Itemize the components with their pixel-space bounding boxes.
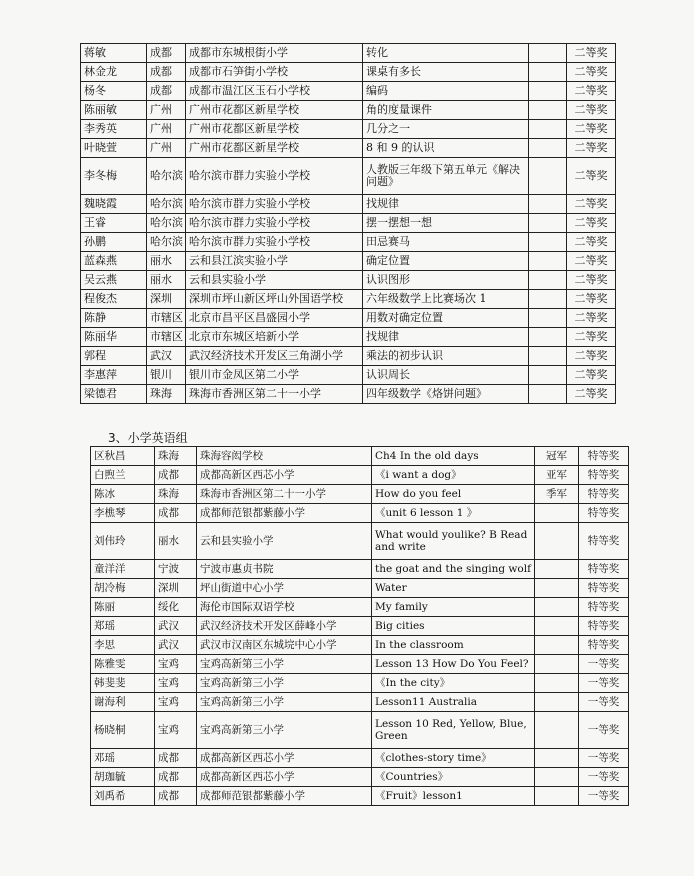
cell-city: 深圳 [147, 290, 186, 309]
cell-topic: 找规律 [363, 195, 529, 214]
cell-school: 珠海容闳学校 [197, 447, 372, 466]
cell-rank: 冠军 [535, 447, 579, 466]
cell-topic: Big cities [372, 617, 535, 636]
cell-rank [529, 63, 567, 82]
table-row [81, 271, 616, 290]
cell-name: 陈雅雯 [91, 655, 155, 674]
cell-rank [535, 712, 579, 749]
cell-name: 陈冰 [91, 485, 155, 504]
cell-award: 特等奖 [579, 447, 629, 466]
cell-rank [529, 347, 567, 366]
cell-school: 珠海市香洲区第二十一小学 [197, 485, 372, 504]
cell-city: 市辖区 [147, 328, 186, 347]
cell-topic: 六年级数学上比赛场次 1 [363, 290, 529, 309]
cell-name: 李冬梅 [81, 158, 147, 195]
cell-school: 成都市温江区玉石小学校 [186, 82, 363, 101]
cell-award: 一等奖 [579, 787, 629, 806]
cell-school: 坪山街道中心小学 [197, 579, 372, 598]
cell-name: 陈丽敏 [81, 101, 147, 120]
cell-school: 成都师范银都紫藤小学 [197, 787, 372, 806]
cell-name: 郭程 [81, 347, 147, 366]
cell-award: 一等奖 [579, 712, 629, 749]
cell-topic: What would youlike? B Read and write [372, 523, 535, 560]
cell-topic: 课桌有多长 [363, 63, 529, 82]
cell-school: 云和县实验小学 [186, 271, 363, 290]
table-row [81, 120, 616, 139]
cell-school: 哈尔滨市群力实验小学校 [186, 233, 363, 252]
cell-city: 成都 [155, 504, 197, 523]
table-row [81, 366, 616, 385]
cell-rank [535, 617, 579, 636]
cell-name: 韩斐斐 [91, 674, 155, 693]
cell-school: 成都市石笋街小学校 [186, 63, 363, 82]
cell-rank [535, 523, 579, 560]
cell-topic: 乘法的初步认识 [363, 347, 529, 366]
cell-rank: 亚军 [535, 466, 579, 485]
cell-city: 广州 [147, 101, 186, 120]
table-row [81, 139, 616, 158]
cell-city: 广州 [147, 139, 186, 158]
cell-name: 梁德君 [81, 385, 147, 404]
cell-city: 深圳 [155, 579, 197, 598]
table-row [81, 309, 616, 328]
cell-name: 刘禹希 [91, 787, 155, 806]
cell-school: 宝鸡高新第三小学 [197, 674, 372, 693]
cell-topic: 《i want a dog》 [372, 466, 535, 485]
cell-city: 武汉 [155, 617, 197, 636]
cell-school: 宝鸡高新第三小学 [197, 712, 372, 749]
cell-school: 云和县江滨实验小学 [186, 252, 363, 271]
cell-rank [535, 504, 579, 523]
cell-city: 成都 [147, 82, 186, 101]
cell-city: 丽水 [147, 271, 186, 290]
cell-award: 特等奖 [579, 504, 629, 523]
cell-city: 珠海 [147, 385, 186, 404]
table-row [91, 749, 629, 768]
table-row [91, 523, 629, 560]
cell-award: 二等奖 [567, 158, 616, 195]
cell-rank [529, 101, 567, 120]
cell-rank [529, 385, 567, 404]
table-row [81, 385, 616, 404]
cell-city: 武汉 [155, 636, 197, 655]
cell-school: 哈尔滨市群力实验小学校 [186, 195, 363, 214]
cell-rank: 季军 [535, 485, 579, 504]
cell-school: 珠海市香洲区第二十一小学 [186, 385, 363, 404]
cell-city: 宝鸡 [155, 674, 197, 693]
table-row [91, 504, 629, 523]
cell-rank [529, 290, 567, 309]
table-row [81, 44, 616, 63]
cell-award: 特等奖 [579, 636, 629, 655]
cell-topic: Ch4 In the old days [372, 447, 535, 466]
cell-school: 海伦市国际双语学校 [197, 598, 372, 617]
cell-school: 广州市花都区新星学校 [186, 120, 363, 139]
table-row [81, 347, 616, 366]
cell-city: 成都 [155, 787, 197, 806]
cell-city: 成都 [147, 63, 186, 82]
cell-topic: 几分之一 [363, 120, 529, 139]
cell-school: 武汉经济技术开发区三角湖小学 [186, 347, 363, 366]
cell-city: 哈尔滨 [147, 158, 186, 195]
cell-name: 区秋昌 [91, 447, 155, 466]
table-row [91, 693, 629, 712]
cell-rank [529, 44, 567, 63]
table-row [91, 466, 629, 485]
cell-topic: Lesson 10 Red, Yellow, Blue, Green [372, 712, 535, 749]
cell-award: 二等奖 [567, 82, 616, 101]
cell-topic: 《In the city》 [372, 674, 535, 693]
cell-award: 特等奖 [579, 579, 629, 598]
cell-award: 二等奖 [567, 290, 616, 309]
table-row [91, 712, 629, 749]
cell-school: 哈尔滨市群力实验小学校 [186, 214, 363, 233]
cell-award: 特等奖 [579, 617, 629, 636]
cell-name: 程俊杰 [81, 290, 147, 309]
cell-school: 广州市花都区新星学校 [186, 101, 363, 120]
cell-city: 成都 [147, 44, 186, 63]
cell-school: 宁波市惠贞书院 [197, 560, 372, 579]
cell-school: 成都高新区西芯小学 [197, 466, 372, 485]
cell-rank [535, 655, 579, 674]
cell-name: 郑瑶 [91, 617, 155, 636]
cell-topic: 《Countries》 [372, 768, 535, 787]
cell-rank [529, 158, 567, 195]
awards-table-english [90, 446, 629, 806]
cell-rank [535, 636, 579, 655]
table-row [91, 560, 629, 579]
cell-name: 蓝森燕 [81, 252, 147, 271]
cell-rank [535, 579, 579, 598]
cell-city: 珠海 [155, 485, 197, 504]
cell-topic: 四年级数学《烙饼问题》 [363, 385, 529, 404]
cell-name: 李惠萍 [81, 366, 147, 385]
cell-school: 哈尔滨市群力实验小学校 [186, 158, 363, 195]
cell-school: 云和县实验小学 [197, 523, 372, 560]
cell-rank [529, 271, 567, 290]
cell-school: 武汉经济技术开发区薛峰小学 [197, 617, 372, 636]
cell-school: 北京市东城区培新小学 [186, 328, 363, 347]
cell-name: 王睿 [81, 214, 147, 233]
cell-city: 市辖区 [147, 309, 186, 328]
cell-city: 成都 [155, 768, 197, 787]
table-row [81, 195, 616, 214]
table-row [81, 214, 616, 233]
cell-award: 二等奖 [567, 328, 616, 347]
cell-rank [529, 120, 567, 139]
cell-topic: Lesson11 Australia [372, 693, 535, 712]
table-row [91, 447, 629, 466]
cell-name: 白煦兰 [91, 466, 155, 485]
cell-topic: 角的度量课件 [363, 101, 529, 120]
cell-name: 杨晓桐 [91, 712, 155, 749]
cell-school: 北京市昌平区昌盛园小学 [186, 309, 363, 328]
cell-name: 孙鹏 [81, 233, 147, 252]
cell-award: 二等奖 [567, 120, 616, 139]
cell-school: 广州市花都区新星学校 [186, 139, 363, 158]
cell-name: 胡珈毓 [91, 768, 155, 787]
cell-topic: Water [372, 579, 535, 598]
cell-name: 吴云燕 [81, 271, 147, 290]
cell-city: 丽水 [147, 252, 186, 271]
table-row [91, 674, 629, 693]
cell-award: 一等奖 [579, 749, 629, 768]
cell-name: 陈静 [81, 309, 147, 328]
cell-name: 李樵琴 [91, 504, 155, 523]
cell-school: 武汉市汉南区东城垸中心小学 [197, 636, 372, 655]
cell-award: 一等奖 [579, 674, 629, 693]
cell-school: 宝鸡高新第三小学 [197, 655, 372, 674]
cell-award: 一等奖 [579, 693, 629, 712]
cell-city: 广州 [147, 120, 186, 139]
table-row [81, 290, 616, 309]
cell-city: 宝鸡 [155, 655, 197, 674]
cell-name: 陈丽华 [81, 328, 147, 347]
cell-name: 李思 [91, 636, 155, 655]
table-row [81, 101, 616, 120]
table-row [81, 63, 616, 82]
table-row [81, 158, 616, 195]
cell-city: 宝鸡 [155, 712, 197, 749]
cell-name: 谢海利 [91, 693, 155, 712]
cell-name: 胡冷梅 [91, 579, 155, 598]
cell-award: 二等奖 [567, 44, 616, 63]
table-row [91, 598, 629, 617]
cell-topic: 摆一摆想一想 [363, 214, 529, 233]
cell-school: 成都市东城根街小学 [186, 44, 363, 63]
cell-topic: the goat and the singing wolf [372, 560, 535, 579]
cell-rank [535, 787, 579, 806]
awards-table-math [80, 43, 616, 404]
cell-name: 魏晓霞 [81, 195, 147, 214]
cell-award: 特等奖 [579, 560, 629, 579]
cell-award: 二等奖 [567, 233, 616, 252]
cell-rank [535, 749, 579, 768]
cell-city: 银川 [147, 366, 186, 385]
table-row [91, 579, 629, 598]
cell-school: 成都高新区西芯小学 [197, 749, 372, 768]
cell-city: 宝鸡 [155, 693, 197, 712]
cell-city: 哈尔滨 [147, 195, 186, 214]
cell-city: 哈尔滨 [147, 214, 186, 233]
cell-name: 陈丽 [91, 598, 155, 617]
cell-name: 叶晓萱 [81, 139, 147, 158]
cell-topic: 转化 [363, 44, 529, 63]
cell-name: 蒋敏 [81, 44, 147, 63]
cell-award: 特等奖 [579, 466, 629, 485]
table-row [81, 82, 616, 101]
cell-topic: My family [372, 598, 535, 617]
cell-city: 绥化 [155, 598, 197, 617]
cell-name: 童洋洋 [91, 560, 155, 579]
cell-award: 一等奖 [579, 655, 629, 674]
cell-topic: 认识图形 [363, 271, 529, 290]
cell-award: 特等奖 [579, 523, 629, 560]
cell-rank [535, 560, 579, 579]
cell-rank [529, 214, 567, 233]
table-row [91, 636, 629, 655]
cell-rank [529, 195, 567, 214]
cell-topic: 人教版三年级下第五单元《解决问题》 [363, 158, 529, 195]
cell-city: 成都 [155, 749, 197, 768]
cell-award: 二等奖 [567, 366, 616, 385]
cell-topic: 找规律 [363, 328, 529, 347]
cell-school: 深圳市坪山新区坪山外国语学校 [186, 290, 363, 309]
cell-rank [529, 139, 567, 158]
cell-topic: How do you feel [372, 485, 535, 504]
cell-school: 银川市金凤区第二小学 [186, 366, 363, 385]
table-row [81, 252, 616, 271]
table-row [91, 617, 629, 636]
cell-award: 二等奖 [567, 252, 616, 271]
cell-rank [529, 366, 567, 385]
table-row [91, 787, 629, 806]
cell-award: 二等奖 [567, 101, 616, 120]
table-row [81, 328, 616, 347]
awards-table-english-body [91, 447, 629, 806]
cell-topic: 编码 [363, 82, 529, 101]
table-row [81, 233, 616, 252]
cell-award: 二等奖 [567, 139, 616, 158]
cell-topic: 田忌赛马 [363, 233, 529, 252]
cell-topic: 《unit 6 lesson 1 》 [372, 504, 535, 523]
cell-award: 二等奖 [567, 271, 616, 290]
cell-topic: 8 和 9 的认识 [363, 139, 529, 158]
cell-topic: 用数对确定位置 [363, 309, 529, 328]
cell-topic: 《Fruit》lesson1 [372, 787, 535, 806]
cell-city: 宁波 [155, 560, 197, 579]
cell-city: 丽水 [155, 523, 197, 560]
cell-city: 珠海 [155, 447, 197, 466]
cell-city: 哈尔滨 [147, 233, 186, 252]
table-row [91, 768, 629, 787]
cell-rank [529, 233, 567, 252]
cell-rank [529, 309, 567, 328]
cell-name: 邓瑶 [91, 749, 155, 768]
cell-award: 特等奖 [579, 485, 629, 504]
cell-topic: 认识周长 [363, 366, 529, 385]
cell-name: 杨冬 [81, 82, 147, 101]
awards-table-math-body [81, 44, 616, 404]
cell-award: 二等奖 [567, 214, 616, 233]
cell-award: 特等奖 [579, 598, 629, 617]
cell-award: 一等奖 [579, 768, 629, 787]
cell-name: 刘伟玲 [91, 523, 155, 560]
cell-award: 二等奖 [567, 195, 616, 214]
cell-rank [535, 598, 579, 617]
cell-city: 武汉 [147, 347, 186, 366]
cell-rank [529, 82, 567, 101]
section-title-english: 3、小学英语组 [108, 431, 188, 445]
cell-topic: 《clothes-story time》 [372, 749, 535, 768]
cell-rank [535, 768, 579, 787]
cell-school: 宝鸡高新第三小学 [197, 693, 372, 712]
cell-topic: In the classroom [372, 636, 535, 655]
cell-school: 成都师范银都紫藤小学 [197, 504, 372, 523]
cell-rank [529, 252, 567, 271]
cell-award: 二等奖 [567, 309, 616, 328]
cell-name: 林金龙 [81, 63, 147, 82]
cell-rank [529, 328, 567, 347]
cell-name: 李秀英 [81, 120, 147, 139]
cell-rank [535, 693, 579, 712]
cell-rank [535, 674, 579, 693]
cell-city: 成都 [155, 466, 197, 485]
cell-award: 二等奖 [567, 385, 616, 404]
table-row [91, 485, 629, 504]
cell-topic: Lesson 13 How Do You Feel? [372, 655, 535, 674]
cell-school: 成都高新区西芯小学 [197, 768, 372, 787]
table-row [91, 655, 629, 674]
cell-award: 二等奖 [567, 347, 616, 366]
cell-award: 二等奖 [567, 63, 616, 82]
cell-topic: 确定位置 [363, 252, 529, 271]
